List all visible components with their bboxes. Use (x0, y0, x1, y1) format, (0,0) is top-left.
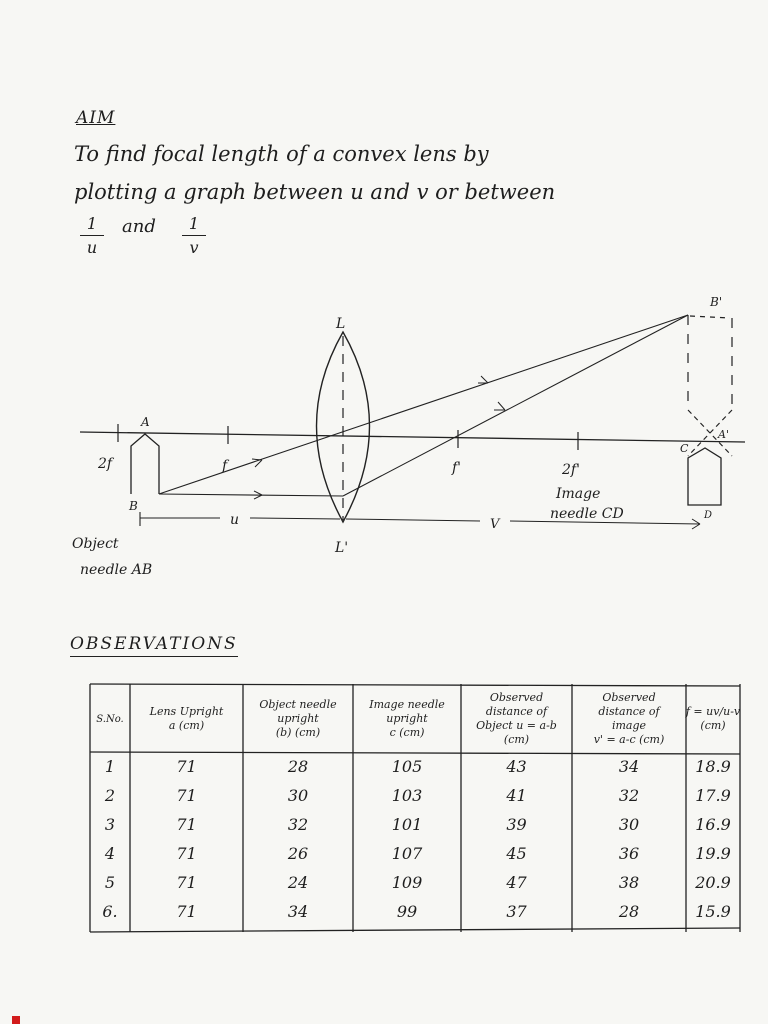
label-C: C (680, 442, 689, 455)
table-cell: 4 (104, 844, 116, 863)
aim-line-2: plotting a graph between u and v or between (74, 180, 556, 204)
table-cell: 16.9 (695, 815, 731, 834)
label-f-prime: f' (452, 460, 462, 476)
table-cell: 71 (176, 786, 197, 805)
table-cell: 19.9 (695, 844, 731, 863)
label-L-prime: L' (335, 540, 349, 556)
table-cell: 38 (618, 873, 640, 892)
observations-table (0, 676, 768, 976)
u-arrow-line (250, 518, 340, 519)
table-cell: 107 (391, 844, 423, 863)
image-caption-2: needle CD (550, 506, 624, 522)
table-cell: 71 (176, 902, 197, 921)
table-header-cell: f = uv/u-v (685, 705, 741, 718)
table-header-cell: (cm) (700, 719, 726, 732)
table-cell: 26 (287, 844, 309, 863)
object-caption-2: needle AB (80, 562, 153, 578)
table-header-cell: S.No. (96, 714, 124, 725)
table-cell: 32 (287, 815, 309, 834)
ray-refracted (343, 315, 688, 496)
table-header-cell: Image needle (369, 698, 445, 711)
table-header-cell: v' = a-c (cm) (593, 733, 665, 746)
table-cell: 34 (618, 757, 640, 776)
label-V: V (490, 517, 500, 532)
table-header-cell: distance of (598, 705, 660, 718)
table-cell: 45 (506, 844, 527, 863)
table-cell: 18.9 (695, 757, 731, 776)
table-cell: 3 (104, 815, 116, 834)
label-A-prime: A' (718, 428, 729, 441)
label-D: D (704, 510, 713, 521)
table-border-bottom (90, 928, 740, 932)
image-caption: Image (556, 486, 601, 502)
table-header-cell: image (611, 719, 647, 732)
table-header-cell: a (cm) (168, 719, 205, 732)
table-cell: 71 (176, 757, 197, 776)
table-cell: 101 (391, 815, 423, 834)
table-cell: 71 (176, 844, 197, 863)
table-cell: 32 (618, 786, 640, 805)
fraction-numerator: 1 (188, 214, 200, 233)
table-cell: 6. (102, 902, 118, 921)
image-dashed-top (690, 316, 730, 318)
ray-arrow (494, 402, 505, 410)
table-cell: 30 (287, 786, 309, 805)
table-cell: 43 (506, 757, 527, 776)
table-cell: 47 (506, 873, 527, 892)
label-L: L (336, 316, 346, 332)
label-B-prime: B' (710, 295, 723, 309)
table-header-cell: (cm) (503, 733, 530, 746)
table-cell: 17.9 (695, 786, 731, 805)
table-cell: 1 (104, 757, 116, 776)
v-arrow-line (346, 519, 480, 521)
table-header-cell: distance of (485, 705, 548, 718)
table-cell: 71 (176, 873, 197, 892)
table-cell: 2 (104, 786, 116, 805)
label-2f-prime: 2f' (562, 462, 580, 478)
observations-heading: OBSERVATIONS (70, 634, 238, 657)
table-cell: 15.9 (695, 902, 731, 921)
table-header-cell: upright (386, 712, 428, 725)
image-needle (688, 448, 721, 505)
table-header-cell: Object u = a-b (476, 719, 557, 732)
ray-parallel (159, 494, 343, 496)
table-cell: 5 (104, 873, 116, 892)
aim-line-1: To find focal length of a convex lens by (74, 142, 489, 166)
table-header-cell: (b) (cm) (275, 726, 321, 739)
ray-arrow (478, 376, 488, 383)
table-cell: 28 (287, 757, 309, 776)
label-f: f (222, 458, 228, 474)
table-cell: 71 (176, 815, 197, 834)
table-cell: 24 (287, 873, 309, 892)
table-header-cell: Object needle (259, 698, 337, 711)
table-cell: 109 (391, 873, 423, 892)
label-A: A (141, 415, 150, 429)
table-header-cell: Observed (602, 691, 656, 704)
fraction-numerator: 1 (86, 214, 98, 233)
ray-arrow (252, 459, 262, 467)
table-cell: 28 (618, 902, 640, 921)
ray-through-centre (159, 315, 688, 494)
and-word: and (122, 216, 156, 237)
table-cell: 20.9 (695, 873, 731, 892)
fraction-denominator: u (86, 238, 98, 257)
table-cell: 105 (391, 757, 423, 776)
table-cell: 30 (618, 815, 640, 834)
label-u: u (230, 512, 240, 528)
table-cell: 99 (396, 902, 418, 921)
table-cell: 39 (506, 815, 527, 834)
principal-axis (80, 432, 745, 442)
object-caption: Object (72, 536, 119, 552)
table-header-separator (90, 752, 740, 754)
table-header-cell: c (cm) (389, 726, 425, 739)
label-B: B (129, 499, 138, 513)
aim-heading: AIM (76, 108, 116, 128)
table-cell: 37 (506, 902, 527, 921)
table-header-cell: Lens Upright (149, 705, 224, 718)
red-corner-mark (12, 1016, 20, 1024)
object-needle (131, 434, 159, 494)
table-cell: 34 (287, 902, 309, 921)
table-header-cell: Observed (489, 691, 544, 704)
table-cell: 41 (506, 786, 527, 805)
fraction-denominator: v (189, 238, 199, 257)
table-border-top (90, 684, 740, 686)
table-cell: 36 (618, 844, 640, 863)
table-header-cell: upright (277, 712, 319, 725)
label-2f: 2f (98, 456, 113, 472)
table-cell: 103 (391, 786, 423, 805)
